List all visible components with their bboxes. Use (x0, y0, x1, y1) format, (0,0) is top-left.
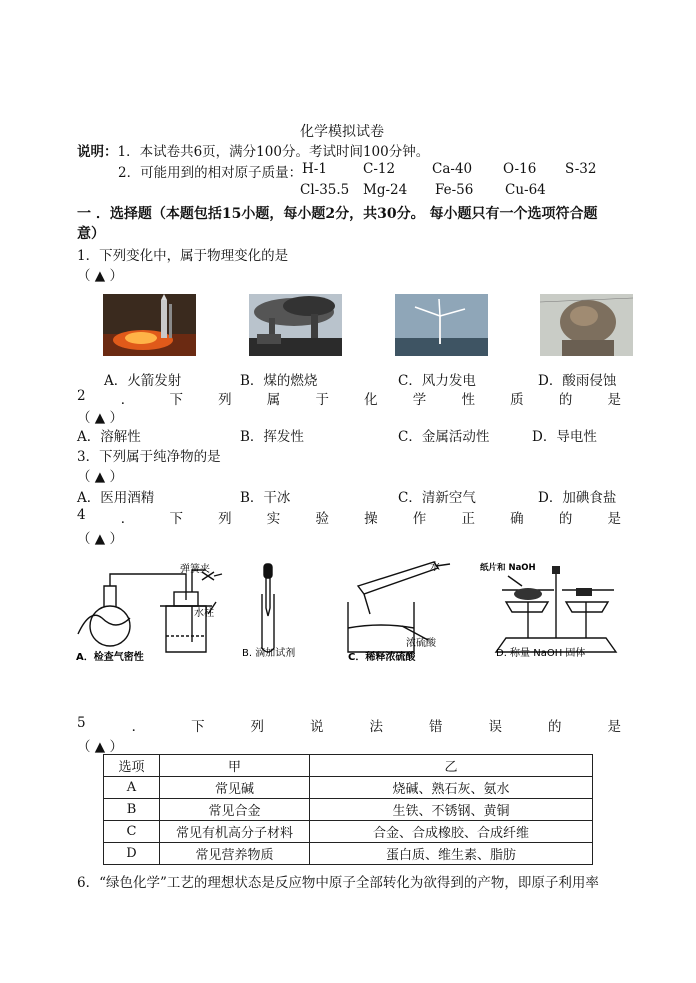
mass-item: C-12 (363, 161, 396, 177)
q5-stem (77, 715, 621, 735)
q3-option-d: D．加碘食盐 (538, 490, 617, 506)
q4-stem-char: 正 (461, 511, 475, 527)
q2-stem-char: 2 (77, 388, 86, 404)
note-line-1 (77, 140, 429, 160)
table-cell: 常见有机高分子材料 (160, 821, 310, 843)
q5-stem-char: 是 (607, 719, 621, 735)
table-cell: A (104, 777, 160, 799)
q2-stem-char: 于 (315, 392, 329, 408)
q4-stem-char: 确 (510, 511, 524, 527)
q3-answer-blank: （ ▲ ） (77, 469, 123, 485)
table-cell: C (104, 821, 160, 843)
q3-option-b: B．干冰 (240, 490, 291, 506)
table-cell: 常见碱 (160, 777, 310, 799)
table-row (104, 843, 593, 865)
water-label: 水 (430, 562, 440, 573)
table-cell: 生铁、不锈钢、黄铜 (310, 799, 593, 821)
q2-option-c: C．金属活动性 (398, 429, 490, 445)
fig-d-caption: D. 称量 NaOH 固体 (496, 648, 586, 659)
q2-answer-blank: （ ▲ ） (77, 410, 123, 426)
table-header-cell: 选项 (104, 755, 160, 777)
q4-stem-char: ． (120, 511, 135, 527)
q3-option-c: C．清新空气 (398, 490, 476, 506)
q1-stem: 1．下列变化中，属于物理变化的是 (77, 248, 289, 264)
section-1-heading-cont: 意） (77, 226, 105, 242)
q5-table (103, 754, 593, 865)
q2-stem-char: 的 (558, 392, 573, 408)
note-label: 说明： (77, 144, 118, 160)
q2-stem-char: ． (120, 392, 135, 408)
table-row (104, 777, 593, 799)
section-1-heading: 一 ．选择题（本题包括15小题，每小题2分，共30分。 每小题只有一个选项符合题 (77, 206, 598, 222)
mass-item: S-32 (565, 161, 597, 177)
table-row (104, 799, 593, 821)
table-cell: 常见营养物质 (160, 843, 310, 865)
q4-stem-char: 4 (77, 507, 86, 523)
q1-option-c: C．风力发电 (398, 373, 476, 389)
q6-stem: 6．“绿色化学”工艺的理想状态是反应物中原子全部转化为欲得到的产物，即原子利用率 (77, 875, 599, 891)
q5-stem-char: 法 (369, 719, 384, 735)
table-row (104, 821, 593, 843)
table-cell: 合金、合成橡胶、合成纤维 (310, 821, 593, 843)
q1-answer-blank: （ ▲ ） (77, 268, 123, 284)
q2-option-d: D．导电性 (532, 429, 597, 445)
q4-stem-char: 操 (364, 511, 378, 527)
q4-answer-blank: （ ▲ ） (77, 531, 123, 547)
fig-a-caption: A．检查气密性 (76, 652, 144, 663)
q5-stem-char: 误 (488, 719, 502, 735)
fig-b-caption: B. 滴加试剂 (242, 648, 296, 659)
mass-item: Cl-35.5 (300, 182, 350, 198)
mass-item: Ca-40 (432, 161, 473, 177)
q2-stem-char: 下 (169, 392, 183, 408)
mass-item: Fe-56 (435, 182, 474, 198)
q2-stem-char: 是 (607, 392, 621, 408)
table-cell: B (104, 799, 160, 821)
rocket-launch-photo (103, 294, 196, 356)
q4-lab-figure (76, 556, 626, 666)
mass-item: O-16 (503, 161, 537, 177)
q4-stem-char: 实 (266, 511, 281, 527)
q5-stem-char: 5 (77, 715, 86, 731)
q4-stem-char: 是 (607, 511, 621, 527)
q4-stem-char: 验 (315, 511, 329, 527)
wind-turbine-photo (395, 294, 488, 356)
table-cell: 烧碱、熟石灰、氨水 (310, 777, 593, 799)
q4-stem-char: 作 (412, 511, 427, 527)
table-header-cell: 甲 (160, 755, 310, 777)
q2-stem-char: 化 (364, 392, 378, 408)
note-1-text: 1．本试卷共6页，满分100分。考试时间100分钟。 (117, 144, 430, 160)
conc-acid-label: 浓硫酸 (406, 638, 436, 649)
table-header-cell: 乙 (310, 755, 593, 777)
q4-stem (77, 507, 621, 527)
q5-stem-char: ． (131, 719, 146, 735)
coal-burning-photo (249, 294, 342, 356)
table-cell: 蛋白质、维生素、脂肪 (310, 843, 593, 865)
q2-stem-char: 性 (461, 392, 475, 408)
note-2-text: 2．可能用到的相对原子质量： (118, 165, 303, 181)
table-header-row (104, 755, 593, 777)
q1-option-b: B．煤的燃烧 (240, 373, 318, 389)
q2-option-a: A．溶解性 (77, 429, 141, 445)
q2-stem (77, 388, 621, 408)
spring-clip-label: 弹簧夹 (180, 564, 210, 575)
paper-naoh-label: 纸片和 NaOH (480, 563, 536, 573)
q5-answer-blank: （ ▲ ） (77, 739, 123, 755)
page-title: 化学模拟试卷 (300, 124, 384, 140)
q3-stem: 3．下列属于纯净物的是 (77, 449, 221, 465)
q2-stem-char: 属 (266, 392, 281, 408)
q2-stem-char: 学 (412, 392, 427, 408)
mass-item: H-1 (302, 161, 327, 177)
q2-stem-char: 列 (218, 392, 232, 408)
q5-stem-char: 错 (429, 719, 443, 735)
q3-option-a: A．医用酒精 (77, 490, 155, 506)
q5-stem-char: 的 (547, 719, 562, 735)
table-cell: 常见合金 (160, 799, 310, 821)
q5-stem-char: 说 (310, 719, 324, 735)
acid-rain-statue-photo (540, 294, 633, 356)
q2-option-b: B．挥发性 (240, 429, 304, 445)
q5-stem-char: 列 (250, 719, 265, 735)
water-column-label: 水柱 (194, 608, 214, 619)
q4-stem-char: 下 (169, 511, 183, 527)
q1-option-a: A．火箭发射 (104, 373, 182, 389)
q4-stem-char: 列 (218, 511, 232, 527)
q4-stem-char: 的 (558, 511, 573, 527)
table-cell: D (104, 843, 160, 865)
q5-stem-char: 下 (191, 719, 205, 735)
q2-stem-char: 质 (510, 392, 524, 408)
mass-item: Cu-64 (505, 182, 546, 198)
q1-option-d: D．酸雨侵蚀 (538, 373, 617, 389)
mass-item: Mg-24 (363, 182, 408, 198)
fig-c-caption: C．稀释浓硫酸 (348, 652, 416, 663)
